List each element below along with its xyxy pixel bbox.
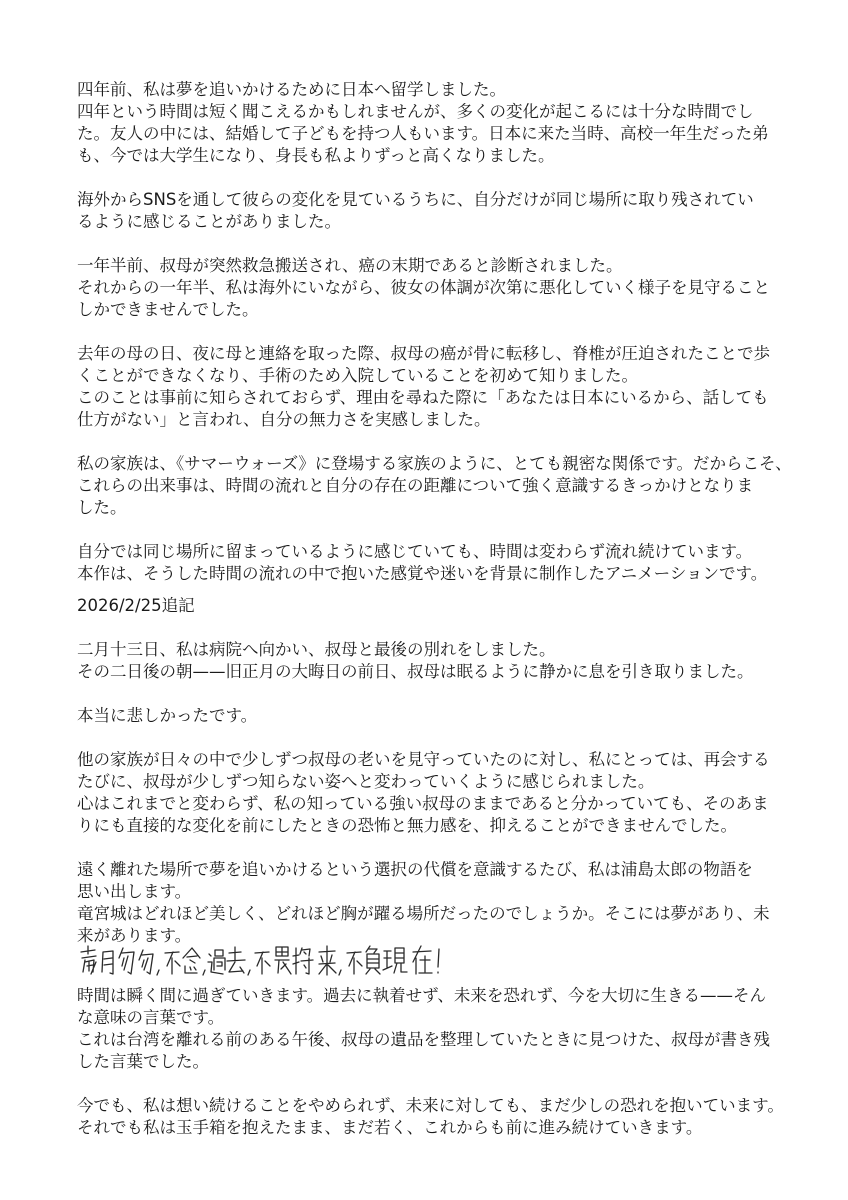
paragraph-line: も、今では大学生になり、身長も私よりずっと高くなりました。 bbox=[77, 146, 555, 165]
paragraph-line: りにも直接的な変化を前にしたときの恐怖と無力感を、抑えることができませんでした。 bbox=[77, 816, 737, 835]
essay-section-closing bbox=[77, 985, 784, 1139]
paragraph-line: 四年前、私は夢を追いかけるために日本へ留学しました。 bbox=[77, 80, 506, 99]
paragraph-spacer bbox=[77, 617, 777, 639]
paragraph-spacer bbox=[77, 431, 777, 453]
paragraph-line: 今でも、私は想い続けることをやめられず、未来に対しても、まだ少しの恐れを抱いています。 bbox=[77, 1096, 784, 1115]
paragraph-line: くことができなくなり、手術のため入院していることを初めて知りました。 bbox=[77, 366, 638, 385]
paragraph-line: それでも私は玉手箱を抱えたまま、まだ若く、これからも前に進み続けていきます。 bbox=[77, 1118, 703, 1137]
paragraph-line: 私の家族は、《サマーウォーズ》に登場する家族のように、とても親密な関係です。だからこそ、 bbox=[77, 454, 792, 473]
paragraph-line: 思い出します。 bbox=[77, 882, 192, 901]
postscript-date: 2026/2/25追記 bbox=[77, 596, 195, 615]
paragraph-line: それからの一年半、私は海外にいながら、彼女の体調が次第に悪化していく様子を見守ること bbox=[77, 278, 770, 297]
paragraph-spacer bbox=[77, 837, 777, 859]
paragraph-line: 二月十三日、私は病院へ向かい、叔母と最後の別れをしました。 bbox=[77, 640, 556, 659]
paragraph-spacer bbox=[77, 1073, 777, 1095]
paragraph-line: 去年の母の日、夜に母と連絡を取った際、叔母の癌が骨に転移し、脊椎が圧迫されたことで歩 bbox=[77, 344, 770, 363]
paragraph-line: 本当に悲しかったです。 bbox=[77, 706, 258, 725]
paragraph-line: これらの出来事は、時間の流れと自分の存在の距離について強く意識するきっかけとなりま bbox=[77, 476, 754, 495]
paragraph-line: た。友人の中には、結婚して子どもを持つ人もいます。日本に来た当時、高校一年生だった弟 bbox=[77, 124, 769, 143]
paragraph-spacer bbox=[77, 683, 777, 705]
paragraph-line: 竜宮城はどれほど美しく、どれほど胸が躍る場所だったのでしょうか。そこには夢があり、未 bbox=[77, 904, 770, 923]
paragraph-spacer bbox=[77, 321, 777, 343]
paragraph-spacer bbox=[77, 167, 777, 189]
paragraph-line: 四年という時間は短く聞こえるかもしれませんが、多くの変化が起こるには十分な時間でし bbox=[77, 102, 754, 121]
paragraph-line: 遠く離れた場所で夢を追いかけるという選択の代償を意識するたび、私は浦島太郎の物語を bbox=[77, 860, 753, 879]
paragraph-line: した。 bbox=[77, 498, 127, 517]
paragraph-line: その二日後の朝——旧正月の大晦日の前日、叔母は眠るように静かに息を引き取りました。 bbox=[77, 662, 754, 681]
paragraph-spacer bbox=[77, 519, 777, 541]
paragraph-line: 時間は瞬く間に過ぎていきます。過去に執着せず、未来を恐れず、今を大切に生きる——そん bbox=[77, 986, 767, 1005]
paragraph-line: これは台湾を離れる前のある午後、叔母の遺品を整理していたときに見つけた、叔母が書き残 bbox=[77, 1030, 770, 1049]
handwritten-quote-image bbox=[77, 942, 457, 982]
essay-section-main bbox=[77, 79, 792, 585]
paragraph-line: このことは事前に知らされておらず、理由を尋ねた際に「あなたは日本にいるから、話しても bbox=[77, 388, 769, 407]
paragraph-line: るように感じることがありました。 bbox=[77, 212, 341, 231]
paragraph-line: 海外からSNSを通して彼らの変化を見ているうちに、自分だけが同じ場所に取り残されてい bbox=[77, 190, 754, 209]
paragraph-line: な意味の言葉です。 bbox=[77, 1008, 225, 1027]
paragraph-line: 他の家族が日々の中で少しずつ叔母の老いを見守っていたのに対し、私にとっては、再会する bbox=[77, 750, 770, 769]
paragraph-line: 心はこれまでと変わらず、私の知っている強い叔母のままであると分かっていても、そのあま bbox=[77, 794, 769, 813]
paragraph-line: 本作は、そうした時間の流れの中で抱いた感覚や迷いを背景に制作したアニメーションです。 bbox=[77, 564, 768, 583]
paragraph-line: した言葉でした。 bbox=[77, 1052, 209, 1071]
paragraph-line: 自分では同じ場所に留まっているように感じていても、時間は変わらず流れ続けています。 bbox=[77, 542, 753, 561]
paragraph-line: 仕方がない」と言われ、自分の無力さを実感しました。 bbox=[77, 410, 491, 429]
paragraph-line: たびに、叔母が少しずつ知らない姿へと変わっていくように感じられました。 bbox=[77, 772, 655, 791]
paragraph-line: しかできませんでした。 bbox=[77, 300, 259, 319]
essay-section-postscript bbox=[77, 595, 777, 947]
paragraph-spacer bbox=[77, 727, 777, 749]
paragraph-line: 一年半前、叔母が突然救急搬送され、癌の末期であると診断されました。 bbox=[77, 256, 623, 275]
paragraph-line: 来があります。 bbox=[77, 926, 192, 945]
paragraph-spacer bbox=[77, 233, 777, 255]
